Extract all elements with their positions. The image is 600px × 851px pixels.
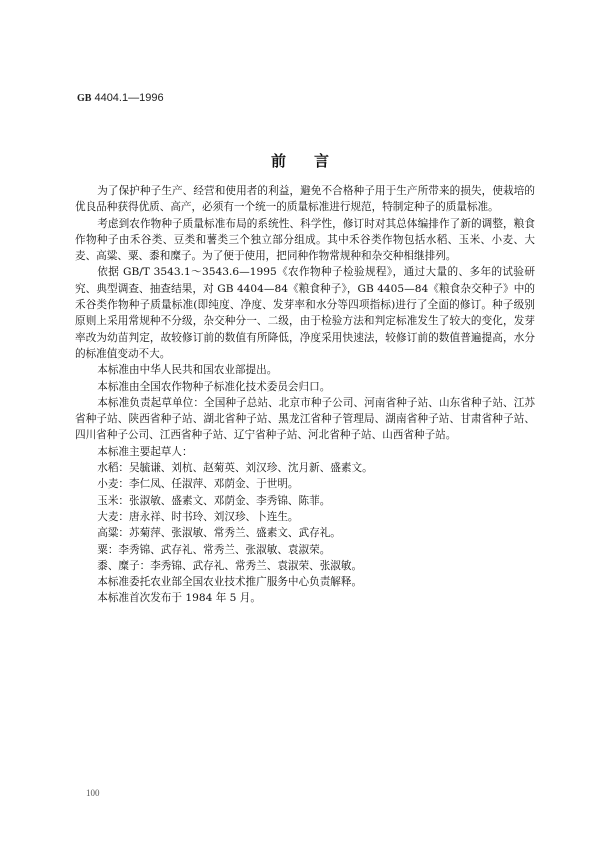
drafters-sorghum: 高粱：苏菊萍、张淑敏、常秀兰、盛素文、武存礼。	[97, 527, 341, 540]
foreword-body	[75, 183, 535, 607]
standard-number	[77, 92, 164, 104]
page-number: 100	[86, 788, 100, 798]
paragraph-purpose: 为了保护种子生产、经营和使用者的利益，避免不合格种子用于生产所带来的损失，使栽培的优良品种获得优质、高产，必须有一个统一的质量标准进行规范，特制定种子的质量标准。	[75, 185, 535, 214]
paragraph-proposer: 本标准由中华人民共和国农业部提出。	[97, 364, 278, 377]
paragraph-basis: 依据 GB/T 3543.1～3543.6—1995《农作物种子检验规程》，通过大量的、多年的试验研究、典型调查、抽查结果，对 GB 4404—84《粮食种子》，GB 4405—84《粮食杂交种子》中的禾谷类作物种子质量标准(即纯度、净度、发芽率和水分等四项指标)进行了全面的修订。种子级别原则上采用常规种不分级，杂交种分一、二级，由于检验方法和判定标准发生了较大的变化，发芽率改为幼苗判定，故较修订前的数值有所降低，净度采用快速法，较修订前的数值普遍提高，水分的标准值变动不大。	[75, 266, 535, 360]
standard-prefix: GB	[77, 93, 92, 104]
drafters-millet: 粟：李秀锦、武存礼、常秀兰、张淑敏、袁淑荣。	[97, 543, 331, 556]
drafters-broomcorn-millet: 黍、糜子：李秀锦、武存礼、常秀兰、袁淑荣、张淑敏。	[97, 559, 363, 572]
paragraph-first-release: 本标准首次发布于 1984 年 5 月。	[97, 592, 261, 605]
drafters-wheat: 小麦：李仁凤、任淑萍、邓荫金、于世明。	[97, 478, 299, 491]
paragraph-drafting-units: 本标准负责起草单位：全国种子总站、北京市种子公司、河南省种子站、山东省种子站、江苏省种子站、陕西省种子站、湖北省种子站、黑龙江省种子管理局、湖南省种子站、甘肃省种子站、四川省种子公司、江西省种子站、辽宁省种子站、河北省种子站、山西省种子站。	[75, 396, 535, 442]
drafters-barley: 大麦：唐永祥、时书玲、刘汉珍、卜连生。	[97, 510, 299, 523]
drafters-rice: 水稻：吴毓谦、刘杭、赵菊英、刘汉珍、沈月新、盛素文。	[97, 462, 373, 475]
paragraph-interpretation: 本标准委托农业部全国农业技术推广服务中心负责解释。	[97, 576, 363, 589]
standard-id: 4404.1—1996	[94, 92, 164, 104]
drafters-maize: 玉米：张淑敏、盛素文、邓荫金、李秀锦、陈菲。	[97, 494, 331, 507]
paragraph-structure: 考虑到农作物种子质量标准布局的系统性、科学性，修订时对其总体编排作了新的调整，粮食作物种子由禾谷类、豆类和薯类三个独立部分组成。其中禾谷类作物包括水稻、玉米、小麦、大麦、高粱、粟、黍和糜子。为了便于使用，把同种作物常规种和杂交种相继排列。	[75, 217, 535, 263]
page-title: 前言	[270, 152, 357, 170]
paragraph-governing-body: 本标准由全国农作物种子标准化技术委员会归口。	[97, 380, 331, 393]
paragraph-drafters-heading: 本标准主要起草人：	[97, 445, 193, 458]
